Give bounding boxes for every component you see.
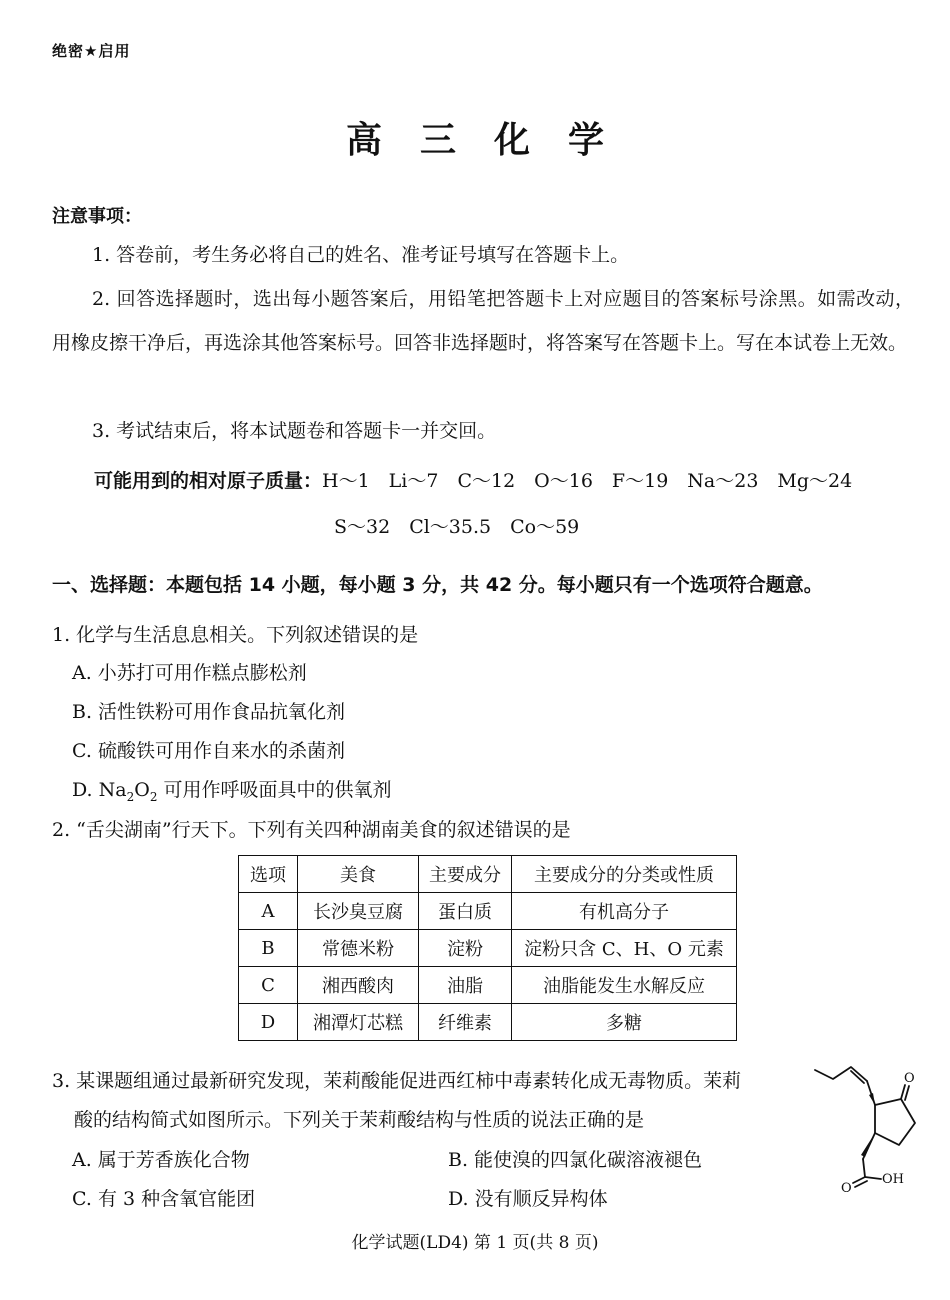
atomic-mass-label: 可能用到的相对原子质量： <box>94 470 323 492</box>
q3-stem-line-1: 3. 某课题组通过最新研究发现，茉莉酸能促进西红柿中毒素转化成无毒物质。茉莉 <box>52 1070 742 1092</box>
atomic-mass-line-1 <box>94 466 852 493</box>
q3-option-b: B. 能使溴的四氯化碳溶液褪色 <box>448 1149 703 1171</box>
table-cell: 蛋白质 <box>419 893 512 930</box>
section-heading: 一、选择题：本题包括 14 小题，每小题 3 分，共 42 分。每小题只有一个选项符合题意。 <box>52 574 823 596</box>
table-cell: 油脂 <box>419 967 512 1004</box>
jasmonic-acid-structure <box>805 1055 930 1195</box>
q3-option-c: C. 有 3 种含氧官能团 <box>72 1188 256 1210</box>
table-cell: 有机高分子 <box>512 893 737 930</box>
q1-d-sub2: 2 <box>149 789 158 804</box>
q3-option-d: D. 没有顺反异构体 <box>448 1188 608 1210</box>
table-header-cell: 选项 <box>239 856 298 893</box>
table-cell: 多糖 <box>512 1004 737 1041</box>
table-cell: 湘西酸肉 <box>298 967 419 1004</box>
q1-stem: 1. 化学与生活息息相关。下列叙述错误的是 <box>52 624 419 646</box>
table-cell: 油脂能发生水解反应 <box>512 967 737 1004</box>
table-row <box>239 1004 737 1041</box>
food-table <box>238 855 737 1041</box>
table-cell: 纤维素 <box>419 1004 512 1041</box>
table-cell: 淀粉只含 C、H、O 元素 <box>512 930 737 967</box>
struct-label-oh: OH <box>882 1172 904 1187</box>
atomic-mass-line-2: S～32 Cl～35.5 Co～59 <box>334 516 580 538</box>
table-cell: 淀粉 <box>419 930 512 967</box>
notice-item-2: 2. 回答选择题时，选出每小题答案后，用铅笔把答题卡上对应题目的答案标号涂黑。如需改动，用橡皮擦干净后，再选涂其他答案标号。回答非选择题时，将答案写在答题卡上。写在本试卷上无效。 <box>52 288 914 354</box>
q1-d-text: 可用作呼吸面具中的供氧剂 <box>157 779 392 801</box>
table-header-cell: 主要成分 <box>419 856 512 893</box>
table-row <box>239 967 737 1004</box>
table-cell: 常德米粉 <box>298 930 419 967</box>
struct-label-acid-o: O <box>841 1181 852 1195</box>
wedge-bond-1 <box>869 1093 875 1105</box>
table-cell: 长沙臭豆腐 <box>298 893 419 930</box>
q1-option-a: A. 小苏打可用作糕点膨松剂 <box>72 662 307 684</box>
q1-d-o: O <box>134 779 150 801</box>
notice-heading: 注意事项： <box>52 206 142 227</box>
table-row <box>239 893 737 930</box>
q1-option-c: C. 硫酸铁可用作自来水的杀菌剂 <box>72 740 345 762</box>
table-row <box>239 930 737 967</box>
notice-item-3: 3. 考试结束后，将本试题卷和答题卡一并交回。 <box>92 420 497 442</box>
q2-stem: 2. “舌尖湖南”行天下。下列有关四种湖南美食的叙述错误的是 <box>52 819 571 841</box>
table-cell: A <box>239 893 298 930</box>
secret-mark: 绝密★启用 <box>52 42 131 60</box>
table-header-cell: 主要成分的分类或性质 <box>512 856 737 893</box>
page-title: 高三化学 <box>345 119 642 161</box>
table-header-cell: 美食 <box>298 856 419 893</box>
table-cell: 湘潭灯芯糕 <box>298 1004 419 1041</box>
atomic-mass-values-1: H～1 Li～7 C～12 O～16 F～19 Na～23 Mg～24 <box>322 470 853 492</box>
table-cell: B <box>239 930 298 967</box>
wedge-bond-2 <box>861 1133 875 1157</box>
q1-d-sub1: 2 <box>126 789 135 804</box>
table-header-row <box>239 856 737 893</box>
page-footer: 化学试题(LD4) 第 1 页(共 8 页) <box>351 1233 599 1253</box>
q1-option-d <box>72 775 392 804</box>
q1-d-na: D. Na <box>72 779 127 801</box>
notice-item-1: 1. 答卷前，考生务必将自己的姓名、准考证号填写在答题卡上。 <box>92 244 630 266</box>
q3-stem-line-2: 酸的结构简式如图所示。下列关于茉莉酸结构与性质的说法正确的是 <box>74 1109 645 1131</box>
table-cell: D <box>239 1004 298 1041</box>
table-cell: C <box>239 967 298 1004</box>
struct-label-ketone-o: O <box>904 1071 915 1086</box>
q3-option-a: A. 属于芳香族化合物 <box>72 1149 250 1171</box>
q1-option-b: B. 活性铁粉可用作食品抗氧化剂 <box>72 701 346 723</box>
